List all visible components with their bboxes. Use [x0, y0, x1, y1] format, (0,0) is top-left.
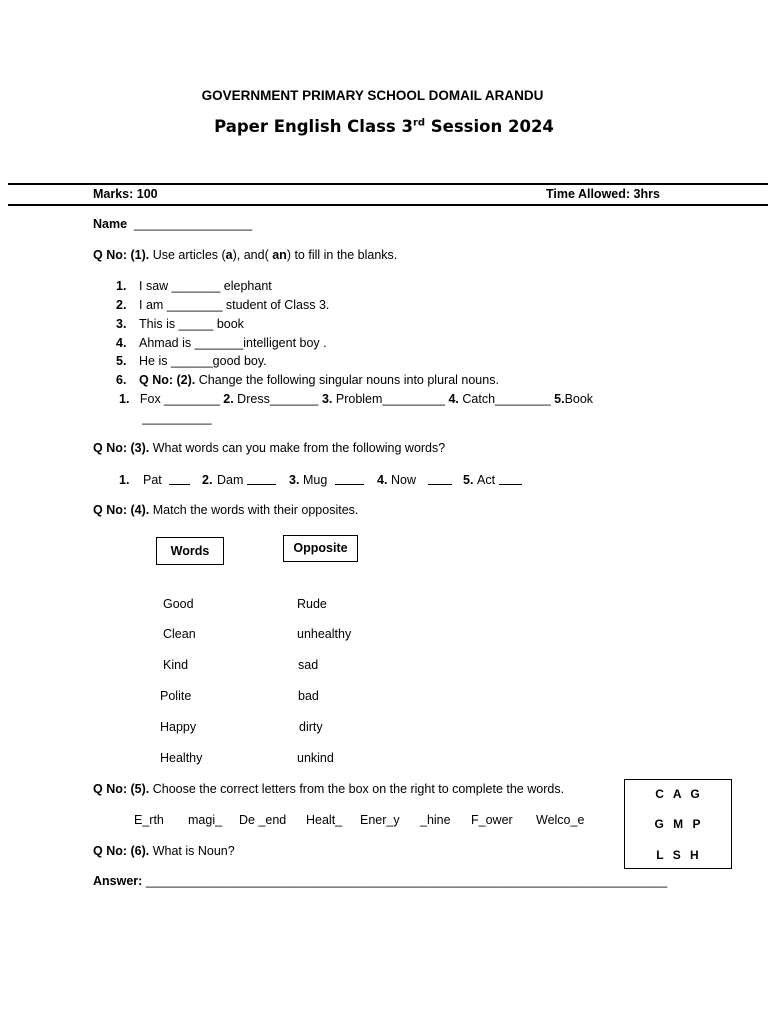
q1-item-num: 5.	[116, 354, 127, 368]
words-column-header: Words	[156, 537, 224, 565]
q2-word-3: Problem_________	[332, 392, 449, 406]
letters-box	[624, 779, 732, 869]
letters-row: L S H	[656, 848, 702, 862]
q2-num-5: 5.	[554, 392, 565, 406]
q5-word: Ener_y	[360, 813, 400, 827]
letters-row: G M P	[654, 817, 704, 831]
q1-item-text: He is ______good boy.	[139, 354, 267, 368]
q3-blank-3	[335, 484, 364, 485]
q3-word-4: Now	[391, 473, 417, 487]
match-word: Kind	[163, 658, 189, 672]
q2-line-num: 1.	[119, 392, 130, 406]
q1-item-num: 3.	[116, 317, 127, 331]
paper-title-main: Paper English Class 3	[214, 117, 413, 136]
q2-heading	[139, 373, 499, 387]
q5-word: F_ower	[471, 813, 513, 827]
q1-text-a: Use articles (	[149, 248, 226, 262]
marks-label: Marks: 100	[93, 187, 158, 201]
paper-title-sup: rd	[412, 117, 426, 129]
q3-label: Q No: (3).	[93, 441, 150, 455]
q2-text: Change the following singular nouns into plural nouns.	[195, 373, 499, 387]
q4-text: Match the words with their opposites.	[149, 503, 359, 517]
q1-item-num: 4.	[116, 336, 127, 350]
paper-title	[0, 117, 768, 136]
q1-item-text: This is _____ book	[139, 317, 244, 331]
match-word: Healthy	[160, 751, 203, 765]
q3-word-5: Act	[477, 473, 496, 487]
q1-item-num: 2.	[116, 298, 127, 312]
q3-text: What words can you make from the following words?	[149, 441, 446, 455]
q3-num-5: 5.	[463, 473, 474, 487]
q6-text: What is Noun?	[149, 844, 235, 858]
q3-word-3: Mug	[303, 473, 328, 487]
q5-word: Welco_e	[536, 813, 585, 827]
match-opposite: dirty	[299, 720, 323, 734]
answer-label: Answer:	[93, 874, 143, 888]
q1-item-text: I saw _______ elephant	[139, 279, 272, 293]
q5-label: Q No: (5).	[93, 782, 150, 796]
q3-blank-1	[169, 484, 190, 485]
q2-num-3: 3.	[321, 392, 333, 406]
match-opposite: sad	[298, 658, 319, 672]
opposite-column-header: Opposite	[283, 535, 358, 562]
paper-title-session: Session 2024	[425, 117, 554, 136]
answer-line: ___________________________________________________________________________	[145, 874, 668, 888]
q1-heading	[93, 248, 397, 262]
q2-item-num: 6.	[116, 373, 127, 387]
match-word: Polite	[160, 689, 192, 703]
q3-num-1: 1.	[119, 473, 130, 487]
q1-text-c: ) to fill in the blanks.	[286, 248, 398, 262]
q1-item-text: Ahmad is _______intelligent boy .	[139, 336, 327, 350]
q5-word: E_rth	[134, 813, 164, 827]
q5-heading	[93, 782, 564, 796]
q1-text-b: ), and(	[232, 248, 273, 262]
time-allowed-label: Time Allowed: 3hrs	[546, 187, 660, 201]
q6-label: Q No: (6).	[93, 844, 150, 858]
q2-word-2: Dress_______	[233, 392, 322, 406]
q3-num-4: 4.	[377, 473, 388, 487]
q2-word-1: Fox ________	[139, 392, 224, 406]
bottom-rule	[8, 204, 768, 206]
q5-word: De _end	[239, 813, 287, 827]
q3-blank-5	[499, 484, 522, 485]
match-word: Clean	[163, 627, 196, 641]
q1-label: Q No: (1).	[93, 248, 150, 262]
name-label: Name	[93, 217, 128, 231]
match-opposite: Rude	[297, 597, 327, 611]
q1-article-an: an	[272, 248, 287, 262]
q3-word-2: Dam	[217, 473, 244, 487]
q5-word: magi_	[188, 813, 223, 827]
q3-num-3: 3.	[289, 473, 300, 487]
q2-words-line	[119, 392, 593, 406]
q2-word-5: Book	[564, 392, 594, 406]
match-opposite: unhealthy	[297, 627, 352, 641]
q4-heading	[93, 503, 358, 517]
answer-row	[93, 874, 667, 888]
q5-word: Healt_	[306, 813, 343, 827]
name-row	[93, 217, 252, 231]
q1-item-text: I am ________ student of Class 3.	[139, 298, 330, 312]
q3-word-1: Pat	[143, 473, 162, 487]
q6-heading	[93, 844, 235, 858]
letters-row: C A G	[655, 787, 703, 801]
q3-blank-4	[428, 484, 452, 485]
q1-article-a: a	[225, 248, 233, 262]
q5-text: Choose the correct letters from the box on the right to complete the words.	[149, 782, 565, 796]
match-word: Happy	[160, 720, 197, 734]
match-opposite: unkind	[297, 751, 334, 765]
school-name: GOVERNMENT PRIMARY SCHOOL DOMAIL ARANDU	[201, 88, 544, 103]
name-blank: _________________	[134, 217, 253, 231]
q2-word-4: Catch________	[458, 392, 555, 406]
match-opposite: bad	[298, 689, 319, 703]
top-rule	[8, 183, 768, 185]
q3-num-2: 2.	[202, 473, 213, 487]
match-word: Good	[163, 597, 194, 611]
q1-item-num: 1.	[116, 279, 127, 293]
q2-num-2: 2.	[223, 392, 234, 406]
q3-heading	[93, 441, 445, 455]
q4-label: Q No: (4).	[93, 503, 150, 517]
q2-label: Q No: (2).	[139, 373, 196, 387]
q2-num-4: 4.	[448, 392, 459, 406]
q2-continued-blank: __________	[142, 411, 212, 425]
q5-word: _hine	[420, 813, 451, 827]
q3-blank-2	[247, 484, 276, 485]
